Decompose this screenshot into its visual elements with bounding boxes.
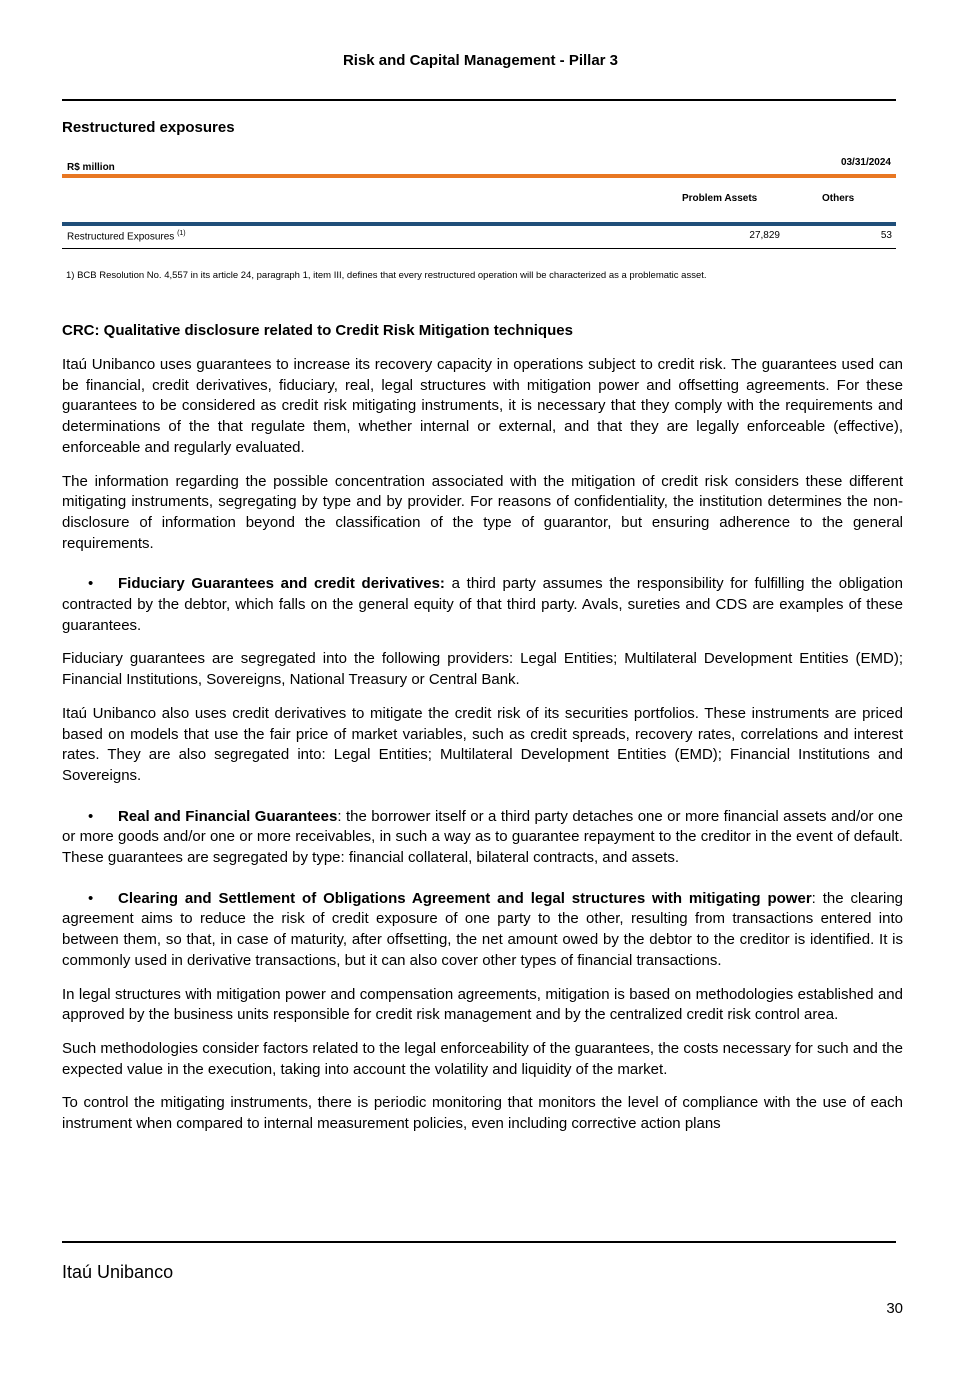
bullet-icon: • [88, 889, 94, 907]
row-footnote-marker: (1) [177, 230, 186, 237]
restructured-title: Restructured exposures [62, 119, 235, 136]
bullet-clearing-title: Clearing and Settlement of Obligations Agreement and legal structures with mitigating power [118, 889, 812, 907]
footer-rule [62, 1241, 896, 1243]
page-header-title: Risk and Capital Management - Pillar 3 [342, 52, 619, 69]
crc-title: CRC: Qualitative disclosure related to Credit Risk Mitigation techniques [62, 322, 573, 339]
table-unit: R$ million [67, 162, 115, 173]
crc-body [62, 355, 903, 1148]
paragraph-3: Fiduciary guarantees are segregated into the following providers: Legal Entities; Multilateral Development Entities (EMD); Financial Institutions, Sovereigns, National Treasury or Central Bank. [62, 650, 903, 689]
bullet-real-financial-text: : the borrower itself or a third party detaches one or more financial assets and/or one or more goods and/or one or more receivables, in such a way as to guarantee repayment to the creditor in the event of default. These guarantees are segregated by type: financial collateral, bilateral contracts, and assets. [62, 807, 903, 867]
table-date: 03/31/2024 [840, 157, 891, 168]
bullet-real-financial [62, 807, 903, 869]
table-header-rule [62, 222, 896, 226]
table-top-rule [62, 174, 896, 178]
bullet-fiduciary-title: Fiduciary Guarantees and credit derivatives: [118, 575, 445, 593]
page-number: 30 [886, 1300, 903, 1317]
table-row-label [67, 230, 186, 242]
bullet-icon: • [88, 575, 94, 593]
paragraph-4: Itaú Unibanco also uses credit derivatives to mitigate the credit risk of its securities portfolios. These instruments are priced based on models that use the fair price of market variables, such as credit spreads, recovery rates, correlations and interest rates. They are also segregated into: Legal Entities; Multilateral Development Entities (EMD); Financial Institutions and Sovereigns. [62, 704, 903, 784]
paragraph-2: The information regarding the possible concentration associated with the mitigation of credit risk considers these different mitigating instruments, segregating by type and by provider. For reasons of confidentiality, the institution determines the non-disclosure of information beyond the classification of the type of guarantor, but ensuring adherence to the general requirements. [62, 472, 903, 552]
paragraph-7: To control the mitigating instruments, there is periodic monitoring that monitors the level of compliance with the use of each instrument when compared to internal measurement policies, even including corrective action plans [62, 1094, 903, 1133]
bullet-clearing [62, 889, 903, 972]
bullet-fiduciary-text: a third party assumes the responsibility for fulfilling the obligation contracted by the debtor, which falls on the general equity of that third party. Avals, sureties and CDS are examples of these guarantees. [62, 575, 903, 634]
table-footnote: 1) BCB Resolution No. 4,557 in its article 24, paragraph 1, item III, defines that every restructured operation will be characterized as a problematic asset. [66, 270, 707, 281]
paragraph-6: Such methodologies consider factors related to the legal enforceability of the guarantees, the costs necessary for such and the expected value in the execution, taking into account the volatility and liquidity of the market. [62, 1039, 903, 1078]
bullet-fiduciary [62, 574, 903, 636]
bullet-real-financial-title: Real and Financial Guarantees [118, 807, 338, 825]
cell-others: 53 [880, 230, 892, 241]
header-rule [62, 99, 896, 101]
col-header-problem-assets: Problem Assets [682, 193, 758, 204]
cell-problem-assets: 27,829 [749, 230, 780, 241]
footer-brand: Itaú Unibanco [62, 1262, 174, 1282]
bullet-clearing-text: : the clearing agreement aims to reduce the risk of credit exposure of one party to the other, resulting from transactions entered into between them, so that, in case of maturity, after offsetting, the net amount owed by the debtor to the creditor is identified. It is commonly used in derivative transactions, but it can also cover other types of financial transactions. [62, 889, 904, 969]
table-bottom-rule [62, 248, 896, 249]
bullet-icon: • [88, 807, 94, 825]
col-header-others: Others [822, 193, 855, 204]
row-label-text: Restructured Exposures [67, 231, 175, 243]
paragraph-5: In legal structures with mitigation power and compensation agreements, mitigation is based on methodologies established and approved by the business units responsible for credit risk management and by the centralized credit risk control area. [62, 985, 903, 1024]
paragraph-1: Itaú Unibanco uses guarantees to increase its recovery capacity in operations subject to credit risk. The guarantees used can be financial, credit derivatives, fiduciary, real, legal structures with mitigation power and offsetting agreements. For these guarantees to be considered as credit risk mitigating instruments, it is necessary that they comply with the requirements and determinations of the that regulate them, whether internal or external, and that they are legally enforceable (effective), enforceable and regularly evaluated. [62, 356, 903, 456]
